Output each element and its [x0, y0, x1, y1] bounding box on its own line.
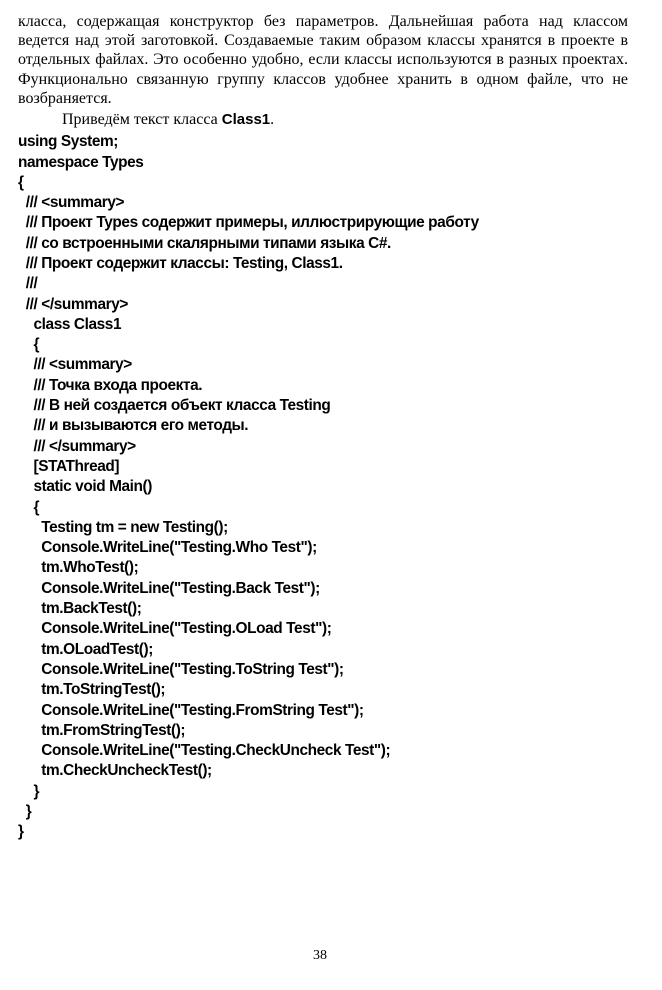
- intro-class-name: Class1: [221, 111, 271, 129]
- code-line: Console.WriteLine("Testing.OLoad Test");: [18, 620, 332, 638]
- code-line: Console.WriteLine("Testing.ToString Test");: [18, 660, 344, 678]
- code-line: Console.WriteLine("Testing.Who Test");: [18, 539, 317, 557]
- code-line: /// Проект Types содержит примеры, иллюстрирующие работу: [18, 214, 479, 232]
- code-line: namespace Types: [18, 153, 144, 171]
- intro-text: Приведём текст класса: [62, 111, 222, 129]
- code-line: tm.BackTest();: [18, 600, 142, 618]
- code-line: {: [18, 173, 24, 191]
- code-line: Console.WriteLine("Testing.CheckUncheck Test");: [18, 742, 391, 760]
- code-line: Testing tm = new Testing();: [18, 518, 228, 536]
- code-line: using System;: [18, 133, 118, 151]
- code-line: }: [18, 803, 32, 821]
- code-line: tm.OLoadTest();: [18, 640, 153, 658]
- intro-paragraph: [18, 110, 628, 129]
- code-line: tm.ToStringTest();: [18, 681, 166, 699]
- code-line: /// Проект содержит классы: Testing, Class1.: [18, 255, 343, 272]
- code-line: /// <summary>: [18, 356, 132, 374]
- code-line: /// В ней создается объект класса Testing: [18, 397, 331, 415]
- code-line: tm.CheckUncheckTest();: [18, 762, 212, 780]
- code-line: {: [18, 336, 40, 354]
- code-line: }: [18, 823, 24, 841]
- code-line: Console.WriteLine("Testing.FromString Test");: [18, 701, 364, 719]
- code-listing: [18, 132, 628, 842]
- page-number: 38: [313, 948, 327, 963]
- code-line: /// со встроенными скалярными типами языка C#.: [18, 234, 391, 252]
- code-line: /// </summary>: [18, 295, 128, 313]
- code-line: /// <summary>: [18, 194, 125, 212]
- intro-end: .: [270, 111, 275, 129]
- code-line: /// </summary>: [18, 437, 136, 455]
- code-line: /// и вызываются его методы.: [18, 417, 249, 435]
- code-line: }: [18, 782, 40, 800]
- code-line: tm.WhoTest();: [18, 559, 139, 577]
- code-line: {: [18, 498, 40, 516]
- document-page: [18, 12, 628, 843]
- code-line: /// Точка входа проекта.: [18, 376, 203, 394]
- code-line: class Class1: [18, 315, 122, 333]
- code-line: ///: [18, 275, 38, 293]
- code-line: static void Main(): [18, 478, 153, 496]
- body-paragraph: класса, содержащая конструктор без параметров. Дальнейшая работа над классом ведется над этой заготовкой. Создаваемые таким образом классы хранятся в проекте в отдельных файлах. Это особенно удобно, если классы используются в разных проектах. Функционально связанную группу классов удобнее хранить в одном файле, что не возбраняется.: [18, 13, 628, 107]
- code-line: Console.WriteLine("Testing.Back Test");: [18, 579, 320, 597]
- code-line: [STAThread]: [18, 457, 120, 475]
- code-line: tm.FromStringTest();: [18, 721, 186, 739]
